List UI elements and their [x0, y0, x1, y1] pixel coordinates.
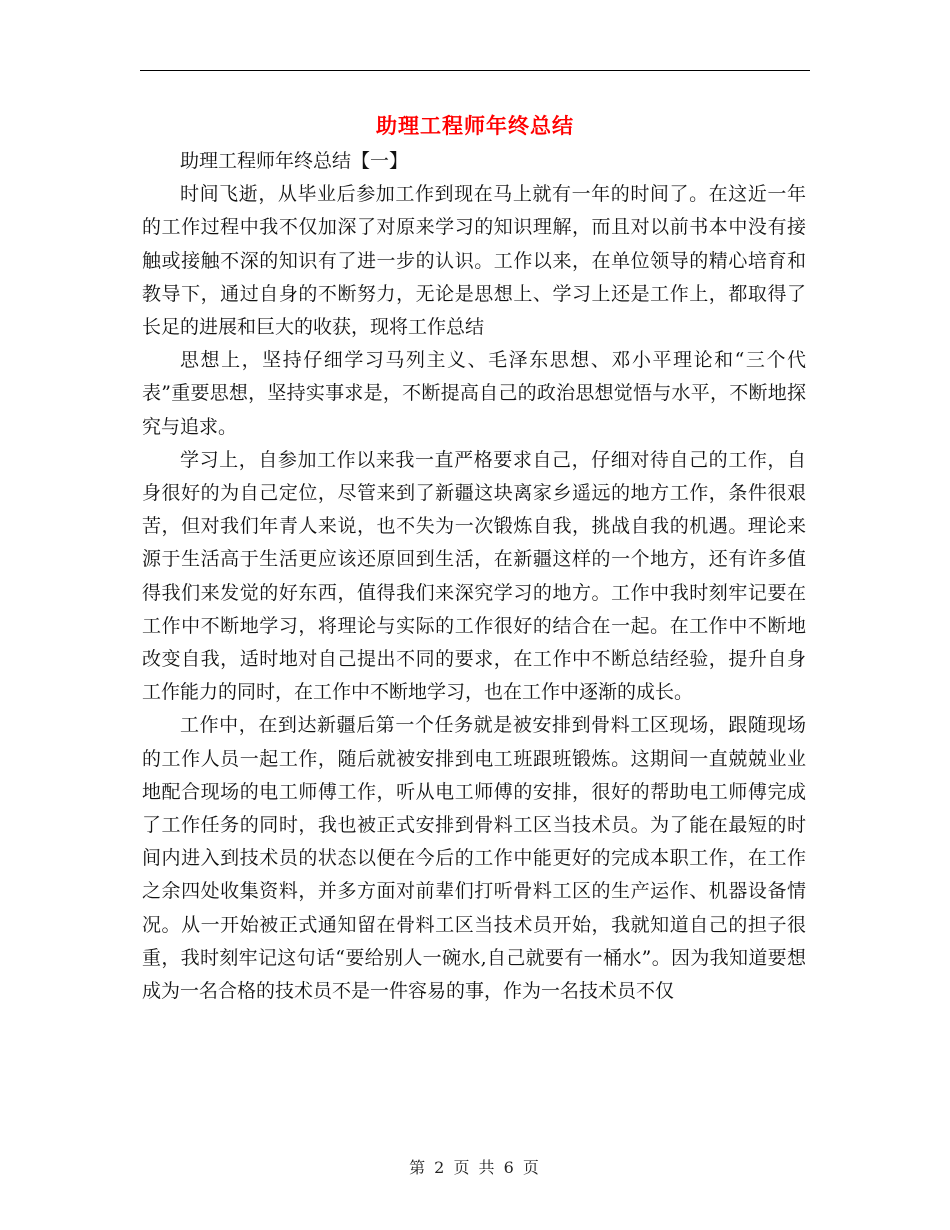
paragraph-intro: 时间飞逝，从毕业后参加工作到现在马上就有一年的时间了。在这近一年的工作过程中我不仅加深了对原来学习的知识理解，而且对以前书本中没有接触或接触不深的知识有了进一步的认识。工作以来，在单位领导的精心培育和教导下，通过自身的不断努力，无论是思想上、学习上还是工作上，都取得了长足的进展和巨大的收获，现将工作总结: [142, 183, 806, 339]
paragraph-thought: 思想上，坚持仔细学习马列主义、毛泽东思想、邓小平理论和“三个代表”重要思想，坚持实事求是，不断提高自己的政治思想觉悟与水平，不断地探究与追求。: [142, 349, 806, 438]
section-heading: 助理工程师年终总结【一】: [180, 150, 409, 172]
page-number: 第 2 页 共 6 页: [409, 1158, 541, 1177]
document-title: 助理工程师年终总结: [376, 113, 574, 138]
paragraph-study: 学习上，自参加工作以来我一直严格要求自己，仔细对待自己的工作，自身很好的为自己定位，尽管来到了新疆这块离家乡遥远的地方工作，条件很艰苦，但对我们年青人来说，也不失为一次锻炼自我，挑战自我的机遇。理论来源于生活高于生活更应该还原回到生活，在新疆这样的一个地方，还有许多值得我们来发觉的好东西，值得我们来深究学习的地方。工作中我时刻牢记要在工作中不断地学习，将理论与实际的工作很好的结合在一起。在工作中不断地改变自我，适时地对自己提出不同的要求，在工作中不断总结经验，提升自身工作能力的同时，在工作中不断地学习，也在工作中逐渐的成长。: [142, 448, 806, 704]
document-body: [142, 145, 806, 1008]
header-rule: [140, 70, 810, 71]
paragraph-work: 工作中，在到达新疆后第一个任务就是被安排到骨料工区现场，跟随现场的工作人员一起工作，随后就被安排到电工班跟班锻炼。这期间一直兢兢业业地配合现场的电工师傅工作，听从电工师傅的安排，很好的帮助电工师傅完成了工作任务的同时，我也被正式安排到骨料工区当技术员。为了能在最短的时间内进入到技术员的状态以便在今后的工作中能更好的完成本职工作，在工作之余四处收集资料，并多方面对前辈们打听骨料工区的生产运作、机器设备情况。从一开始被正式通知留在骨料工区当技术员开始，我就知道自己的担子很重，我时刻牢记这句话“要给别人一碗水,自己就要有一桶水”。因为我知道要想成为一名合格的技术员不是一件容易的事，作为一名技术员不仅: [142, 714, 806, 1003]
